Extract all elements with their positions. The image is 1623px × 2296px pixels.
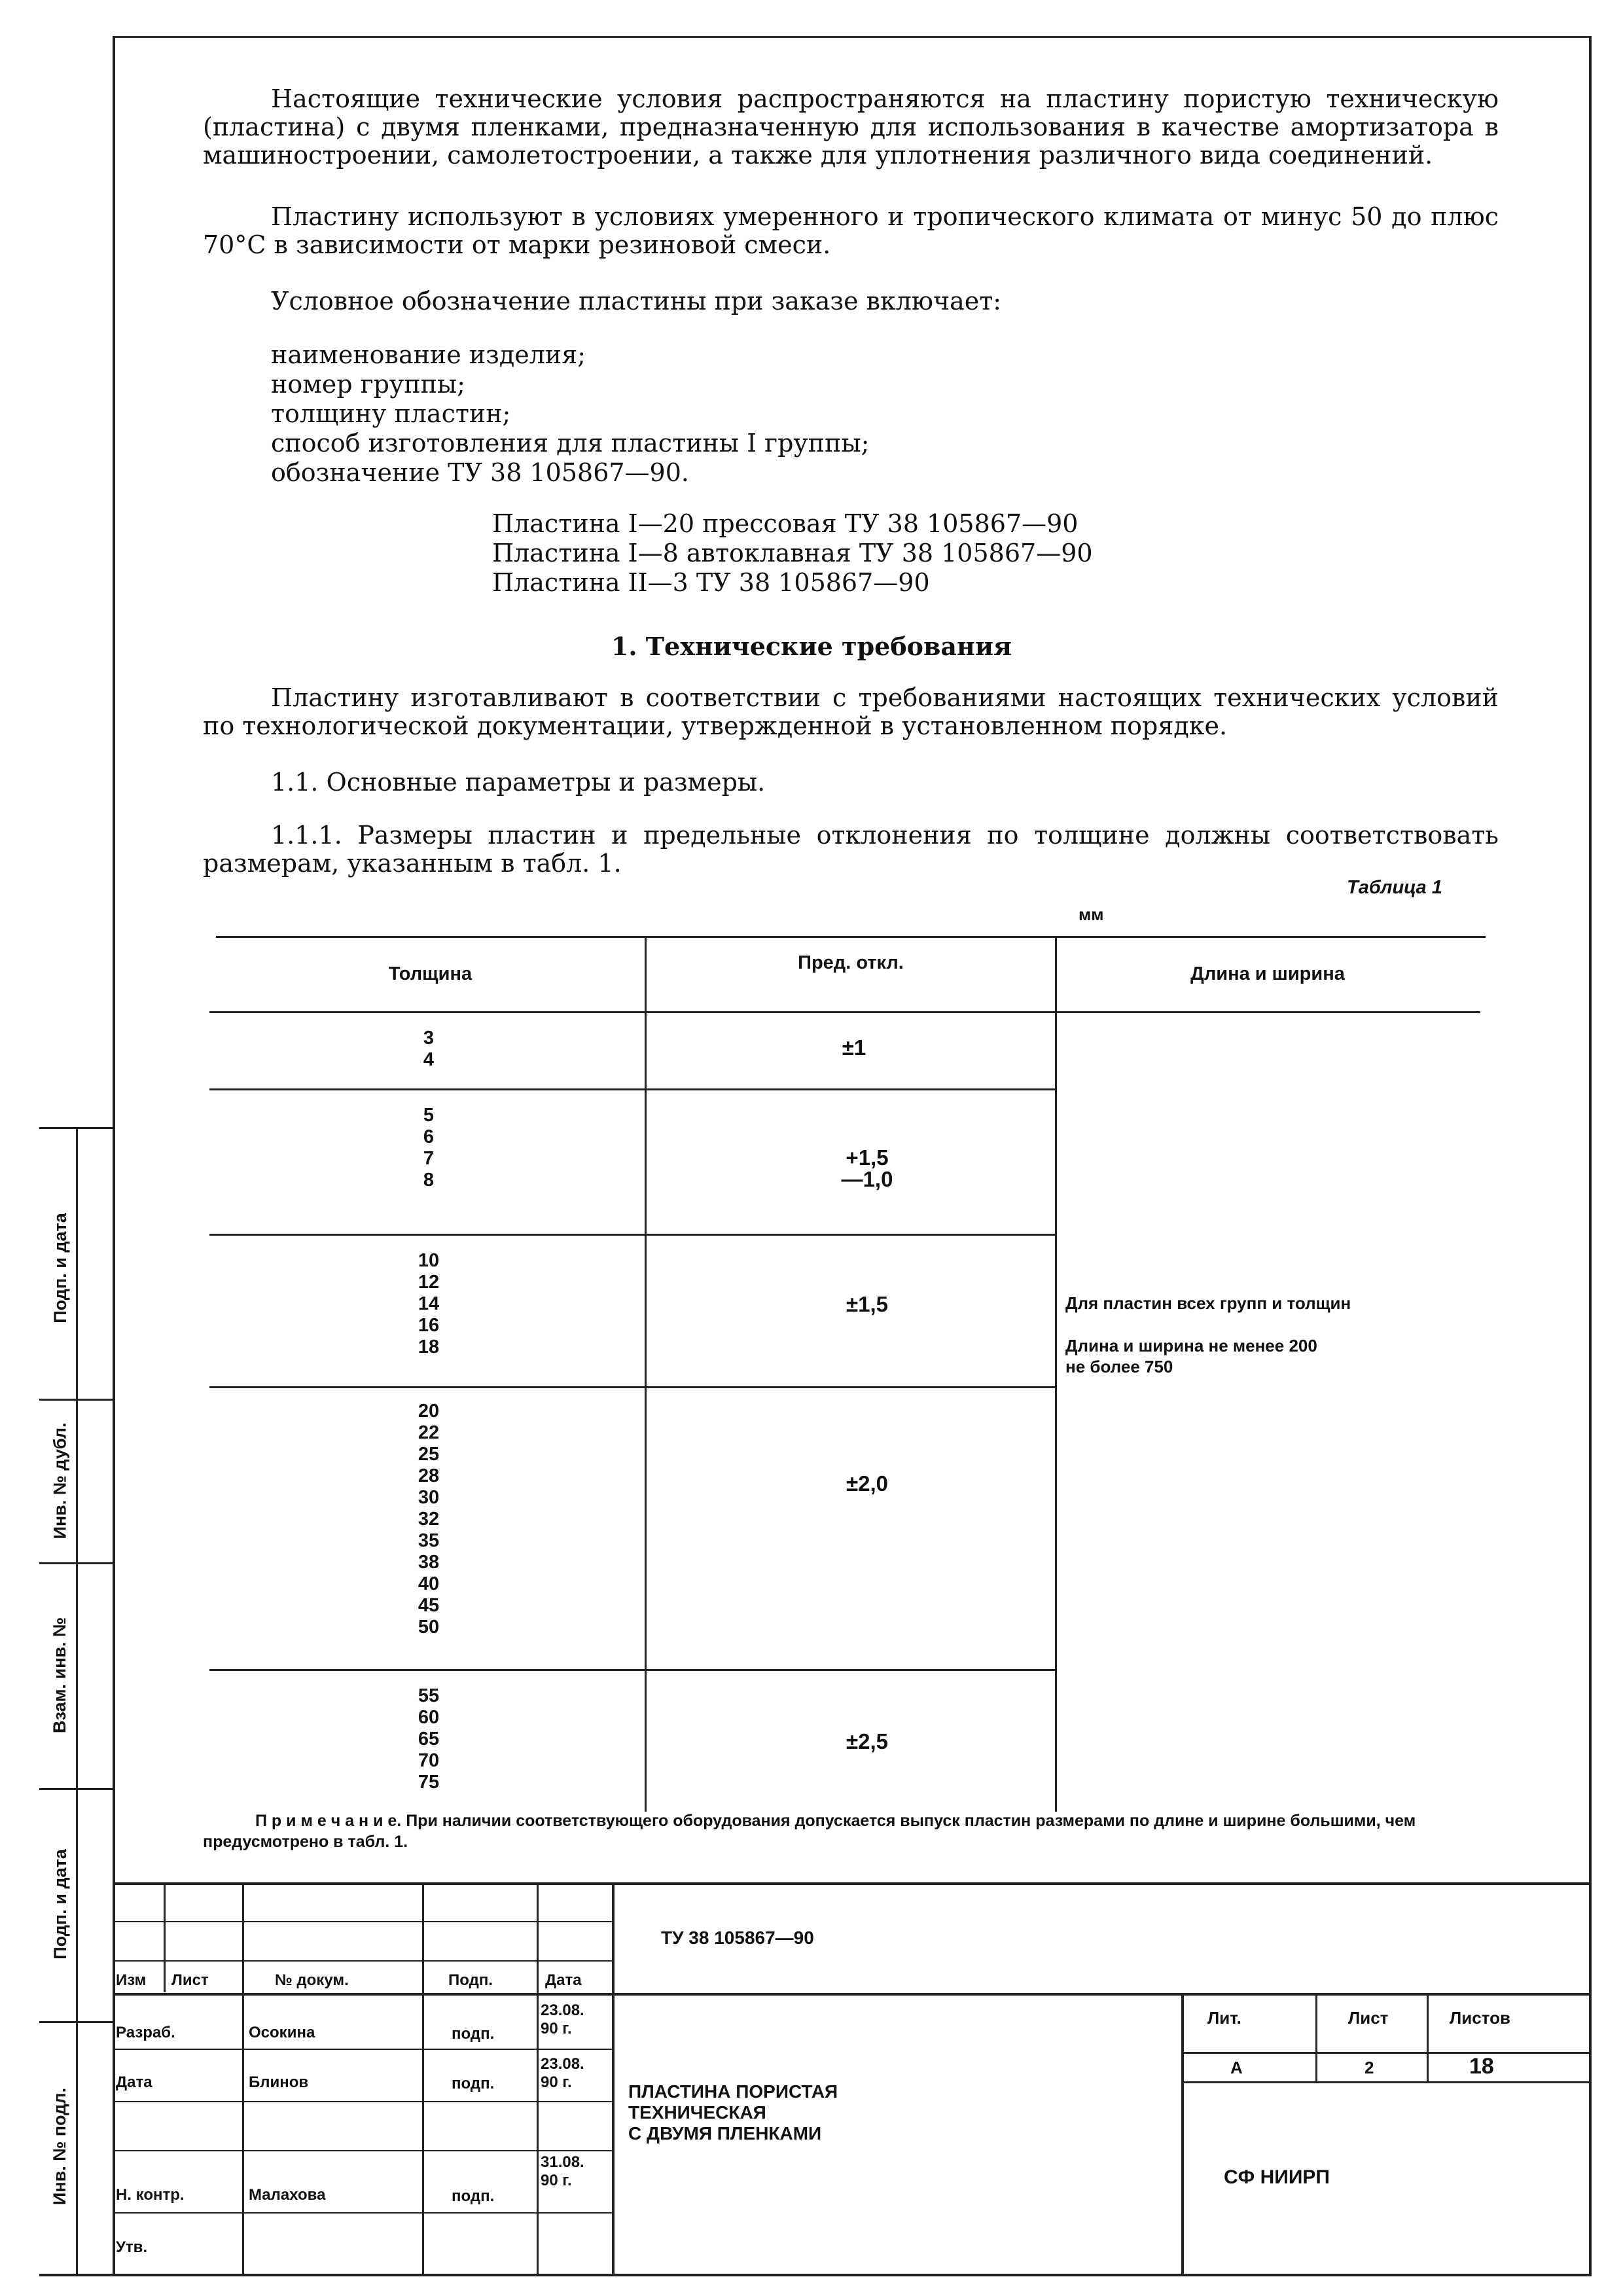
name-norm-control: Малахова	[249, 2186, 326, 2204]
role-norm-control: Н. контр.	[116, 2186, 185, 2204]
lit-value: А	[1230, 2058, 1243, 2077]
frame-right-border	[1589, 36, 1592, 2276]
date-checker: 23.08. 90 г.	[541, 2055, 584, 2091]
organization: СФ НИИРП	[1224, 2166, 1330, 2188]
table-cell-thickness: 3 4	[423, 1028, 435, 1070]
side-label-sign-date-1: Подп. и дата	[50, 1212, 70, 1323]
date-developer: 23.08. 90 г.	[541, 2001, 584, 2037]
table-cell-deviation: ±2,5	[846, 1729, 888, 1753]
column-header-thickness: Толщина	[388, 963, 473, 984]
list-item: обозначение ТУ 38 105867—90.	[271, 458, 689, 487]
sheet-value: 2	[1364, 2058, 1374, 2077]
date-norm-control: 31.08. 90 г.	[541, 2153, 584, 2189]
sheet-label: Лист	[1348, 2008, 1389, 2028]
sheets-total-value: 18	[1469, 2054, 1494, 2079]
intro-paragraph-2: Пластину используют в условиях умеренного и тропического климата от минус 50 до плюс 70°С в зависимости от марки резиновой смеси.	[203, 202, 1499, 259]
side-label-replace-inv: Взам. инв. №	[50, 1617, 70, 1734]
section-heading: 1. Технические требования	[611, 632, 1012, 661]
table-cell-thickness: 55 60 65 70 75	[418, 1685, 440, 1793]
table-caption: Таблица 1	[1347, 877, 1442, 898]
frame-bottom-border	[39, 2274, 1592, 2276]
lit-label: Лит.	[1207, 2008, 1241, 2028]
section-paragraph-2: 1.1. Основные параметры и размеры.	[271, 768, 766, 797]
intro-paragraph-1: Настоящие технические условия распространяются на пластину пористую техническую (пластина) с двумя пленками, предназначенную для использования в качестве амортизатора в машиностроении, самолетостроении, а также для уплотнения различного вида соединений.	[203, 84, 1499, 170]
example-line: Пластина II—3 ТУ 38 105867—90	[492, 568, 930, 597]
sign-norm-control: подп.	[452, 2187, 495, 2205]
table-unit: мм	[1079, 905, 1104, 924]
list-item: толщину пластин;	[271, 399, 511, 428]
col-header-doc-number: № докум.	[275, 1971, 349, 1989]
side-label-sign-date-2: Подп. и дата	[50, 1849, 70, 1960]
col-header-date: Дата	[545, 1971, 582, 1989]
frame-left-border	[113, 36, 115, 2276]
table-cell-length-range: Длина и ширина не менее 200 не более 750	[1065, 1336, 1317, 1376]
table-cell-deviation: +1,5 —1,0	[841, 1145, 893, 1191]
intro-paragraph-3: Условное обозначение пластины при заказе включает:	[271, 287, 1002, 315]
sign-developer: подп.	[452, 2025, 495, 2043]
column-header-deviation: Пред. откл.	[798, 952, 904, 973]
table-cell-deviation: ±1	[842, 1035, 866, 1060]
sheets-total-label: Листов	[1450, 2008, 1510, 2028]
role-approver: Утв.	[116, 2238, 148, 2256]
name-checker: Блинов	[249, 2073, 309, 2091]
table-cell-thickness: 5 6 7 8	[423, 1105, 435, 1191]
list-item: наименование изделия;	[271, 340, 586, 369]
table-cell-deviation: ±2,0	[846, 1471, 888, 1496]
side-label-dup-inv: Инв. № дубл.	[50, 1422, 70, 1539]
section-paragraph-1: Пластину изготавливают в соответствии с требованиями настоящих технических условий по технологической документации, утвержденной в установленном порядке.	[203, 683, 1499, 740]
table-note: П р и м е ч а н и е. При наличии соответствующего оборудования допускается выпуск пластин размерами по длине и ширине большими, чем предусмотрено в табл. 1.	[203, 1812, 1416, 1851]
col-header-change: Изм	[116, 1971, 147, 1989]
table-cell-length-note: Для пластин всех групп и толщин	[1065, 1293, 1351, 1313]
example-line: Пластина I—8 автоклавная ТУ 38 105867—90	[492, 539, 1093, 567]
table-cell-thickness: 10 12 14 16 18	[418, 1250, 440, 1357]
list-item: номер группы;	[271, 370, 465, 399]
side-stamp-strip	[39, 1127, 113, 2274]
role-checker: Дата	[116, 2073, 152, 2091]
section-paragraph-3: 1.1.1. Размеры пластин и предельные отклонения по толщине должны соответствовать размерам, указанным в табл. 1.	[203, 821, 1499, 878]
col-header-signature: Подп.	[448, 1971, 493, 1989]
list-item: способ изготовления для пластины I группы;	[271, 429, 870, 457]
column-header-length-width: Длина и ширина	[1190, 963, 1345, 984]
table-cell-thickness: 20 22 25 28 30 32 35 38 40 45 50	[418, 1401, 440, 1638]
product-title: ПЛАСТИНА ПОРИСТАЯ ТЕХНИЧЕСКАЯ С ДВУМЯ ПЛЕНКАМИ	[628, 2081, 838, 2144]
doc-designation: ТУ 38 105867—90	[661, 1928, 814, 1948]
sign-checker: подп.	[452, 2075, 495, 2092]
table-cell-deviation: ±1,5	[846, 1292, 888, 1316]
name-developer: Осокина	[249, 2024, 315, 2041]
frame-top-border	[113, 36, 1590, 38]
example-line: Пластина I—20 прессовая ТУ 38 105867—90	[492, 509, 1079, 538]
role-developer: Разраб.	[116, 2024, 175, 2041]
col-header-sheet: Лист	[171, 1971, 209, 1989]
side-label-orig-inv: Инв. № подл.	[50, 2087, 70, 2205]
